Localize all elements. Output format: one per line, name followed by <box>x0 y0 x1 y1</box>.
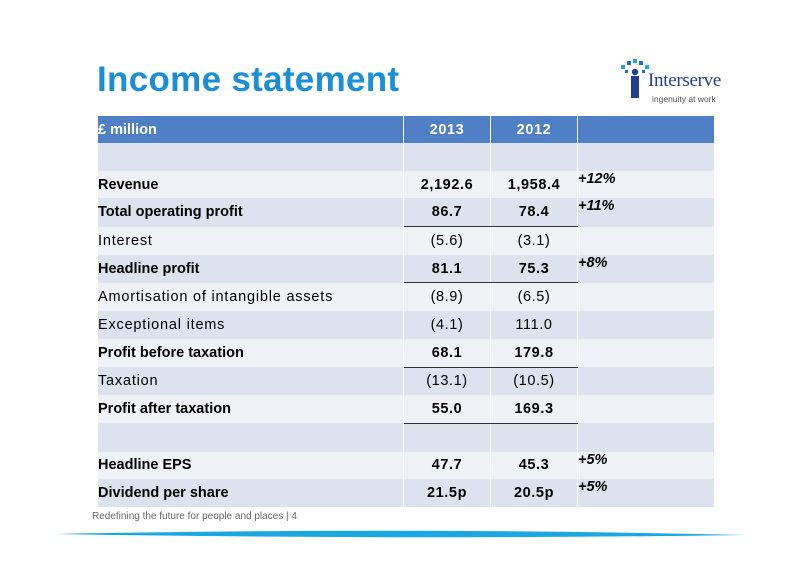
row-label: Headline EPS <box>98 452 404 480</box>
header-label: £ million <box>98 116 404 143</box>
table-row <box>98 311 715 339</box>
value-2013 <box>404 143 491 171</box>
row-label: Dividend per share <box>98 479 404 507</box>
table-row <box>98 171 715 199</box>
value-2013: 68.1 <box>404 339 491 367</box>
change-value <box>578 283 715 311</box>
value-2013: (5.6) <box>404 227 491 255</box>
row-label <box>98 423 404 451</box>
value-2013: 86.7 <box>404 198 491 226</box>
header-change <box>578 116 715 143</box>
value-2013: 47.7 <box>404 452 491 480</box>
logo-wordmark: Interserve <box>648 70 721 91</box>
change-value: +11% <box>578 198 715 226</box>
header-year-2013: 2013 <box>404 116 491 143</box>
value-2012: (6.5) <box>491 283 578 311</box>
value-2012: 75.3 <box>491 255 578 283</box>
value-2013 <box>404 423 491 451</box>
value-2012: 179.8 <box>491 339 578 367</box>
value-2012: (3.1) <box>491 227 578 255</box>
value-2012: 45.3 <box>491 452 578 480</box>
value-2012: 169.3 <box>491 395 578 423</box>
table-row <box>98 423 715 451</box>
row-label: Interest <box>98 227 404 255</box>
logo-tagline: ingenuity at work <box>652 94 716 104</box>
table-row <box>98 143 715 171</box>
change-value <box>578 227 715 255</box>
change-value: +5% <box>578 479 715 507</box>
table-row <box>98 255 715 283</box>
slide-footer <box>92 511 297 523</box>
value-2012: (10.5) <box>491 367 578 395</box>
page-number: 4 <box>291 511 297 522</box>
value-2012 <box>491 143 578 171</box>
table-header-row <box>98 116 715 143</box>
value-2013: (4.1) <box>404 311 491 339</box>
slide-title: Income statement <box>97 60 400 99</box>
income-statement-table <box>97 116 715 507</box>
table-row <box>98 339 715 367</box>
value-2012: 1,958.4 <box>491 171 578 199</box>
row-label: Exceptional items <box>98 311 404 339</box>
value-2013: (8.9) <box>404 283 491 311</box>
value-2012: 78.4 <box>491 198 578 226</box>
interserve-logo <box>618 58 728 110</box>
footer-separator: | <box>286 511 292 522</box>
table-row <box>98 479 715 507</box>
table-row <box>98 452 715 480</box>
value-2012: 111.0 <box>491 311 578 339</box>
value-2012 <box>491 423 578 451</box>
row-label: Profit after taxation <box>98 395 404 423</box>
change-value <box>578 423 715 451</box>
change-value <box>578 311 715 339</box>
change-value <box>578 339 715 367</box>
row-label <box>98 143 404 171</box>
value-2013: 81.1 <box>404 255 491 283</box>
value-2013: 21.5p <box>404 479 491 507</box>
change-value <box>578 143 715 171</box>
footer-swoosh-graphic <box>0 524 800 544</box>
row-label: Headline profit <box>98 255 404 283</box>
row-label: Profit before taxation <box>98 339 404 367</box>
table-row <box>98 395 715 423</box>
change-value <box>578 395 715 423</box>
row-label: Total operating profit <box>98 198 404 226</box>
row-label: Amortisation of intangible assets <box>98 283 404 311</box>
value-2012: 20.5p <box>491 479 578 507</box>
value-2013: (13.1) <box>404 367 491 395</box>
change-value: +5% <box>578 452 715 480</box>
value-2013: 2,192.6 <box>404 171 491 199</box>
change-value <box>578 367 715 395</box>
header-year-2012: 2012 <box>491 116 578 143</box>
change-value: +12% <box>578 171 715 199</box>
table-row <box>98 283 715 311</box>
table-row <box>98 198 715 226</box>
table-row <box>98 367 715 395</box>
change-value: +8% <box>578 255 715 283</box>
row-label: Revenue <box>98 171 404 199</box>
row-label: Taxation <box>98 367 404 395</box>
footer-text: Redefining the future for people and places <box>92 511 284 522</box>
table-row <box>98 227 715 255</box>
value-2013: 55.0 <box>404 395 491 423</box>
